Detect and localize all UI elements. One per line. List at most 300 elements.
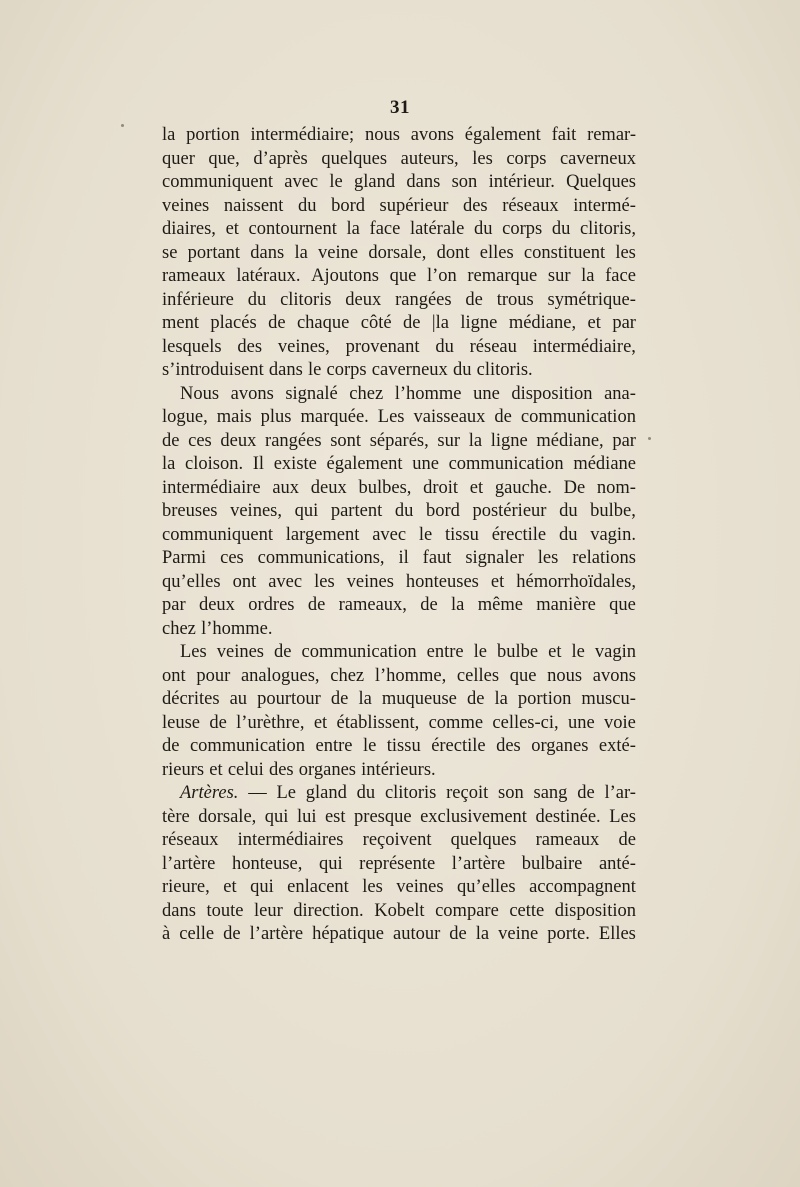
word: toute — [206, 900, 244, 921]
word: corps — [502, 219, 543, 239]
text-line — [162, 336, 636, 360]
text-line — [162, 383, 636, 407]
word: cloison. — [185, 454, 244, 474]
word: se — [162, 242, 178, 263]
word: portant — [187, 242, 241, 263]
word: la — [162, 454, 176, 474]
word: auteurs, — [400, 148, 459, 169]
word: de — [465, 289, 483, 310]
word: chez — [349, 383, 384, 404]
word: établissent, — [336, 712, 420, 733]
word: qui — [264, 806, 289, 827]
word: gland — [354, 172, 396, 192]
text-line — [162, 594, 636, 618]
word: dans — [250, 242, 285, 263]
word: de — [449, 924, 467, 944]
word: communication — [448, 454, 564, 474]
text-line — [162, 900, 636, 924]
word: ligne — [460, 313, 498, 333]
word: quelques — [450, 830, 517, 850]
word: du — [394, 501, 414, 521]
word: de — [223, 924, 241, 944]
word: à — [162, 924, 171, 944]
word: médiane, — [536, 430, 604, 451]
word: bulbe — [496, 642, 539, 662]
word: du — [474, 219, 493, 239]
body-text — [162, 124, 636, 947]
word: Kobelt — [374, 900, 425, 921]
word: les — [314, 571, 335, 592]
text-line — [162, 829, 636, 853]
word: clitoris — [280, 289, 332, 310]
word: ces — [220, 548, 244, 568]
word: s’introduisent — [162, 360, 264, 380]
word: les — [362, 877, 383, 897]
word: hémorrhoïdales, — [516, 571, 636, 592]
word: relations — [572, 548, 636, 568]
word: du — [247, 289, 267, 310]
word: une — [567, 712, 595, 733]
word: communications, — [257, 548, 385, 568]
word: accompagnent — [529, 877, 636, 897]
word: de — [577, 783, 595, 803]
word: rangées — [265, 430, 322, 451]
word: l’on — [426, 266, 457, 286]
text-line — [162, 218, 636, 242]
text-line — [162, 500, 636, 524]
word: diaires, — [162, 219, 216, 239]
word: son — [451, 172, 478, 192]
word: Parmi — [162, 548, 207, 568]
word: intérieur. — [488, 172, 555, 192]
word: que — [609, 595, 636, 615]
text-line — [162, 923, 636, 947]
word: deux — [198, 595, 235, 615]
word: de — [330, 689, 349, 709]
word: intermédiaire — [162, 477, 261, 498]
word: du — [435, 336, 454, 357]
word: est — [324, 806, 346, 827]
word: portion — [517, 689, 572, 709]
word: ces — [188, 430, 212, 451]
word: Artères. — [180, 783, 239, 803]
word: sang — [533, 783, 568, 803]
word: largement — [285, 524, 360, 545]
word: la — [494, 689, 508, 709]
word: vaisseaux — [413, 407, 486, 427]
word: remarque — [467, 266, 538, 286]
word: droit — [423, 477, 459, 498]
word: contournent — [248, 219, 337, 239]
word: dorsale, — [368, 242, 427, 263]
word: et — [490, 571, 505, 592]
word: veine — [498, 924, 539, 944]
word: le — [571, 642, 585, 662]
text-line — [162, 876, 636, 900]
word: la — [475, 924, 490, 944]
word: qu’elles — [457, 877, 516, 897]
word: bulbe, — [590, 501, 636, 521]
text-line — [162, 853, 636, 877]
word: au — [229, 689, 248, 709]
text-line — [162, 665, 636, 689]
word: également — [464, 125, 541, 145]
word: quer — [162, 148, 195, 169]
word: une — [473, 383, 500, 404]
page-number: 31 — [390, 97, 410, 118]
word: analogues, — [240, 665, 320, 686]
word: et — [225, 219, 239, 239]
word: communication — [301, 642, 417, 662]
text-line — [162, 406, 636, 430]
word: de — [494, 407, 512, 427]
word: dont — [436, 242, 470, 263]
word: Elles — [598, 924, 636, 944]
word: elles — [479, 242, 514, 263]
word: l’homme — [394, 383, 462, 404]
word: avec — [372, 524, 407, 545]
word: de — [420, 595, 438, 615]
text-line — [162, 806, 636, 830]
word: nom- — [596, 477, 636, 498]
word: avons — [410, 125, 454, 145]
word: la — [468, 430, 483, 451]
word: rameaux — [535, 830, 600, 850]
word: la — [358, 689, 372, 709]
word: nous — [365, 125, 400, 145]
word: qu’elles — [162, 571, 221, 592]
word: cette — [509, 900, 545, 921]
word: la — [346, 219, 360, 239]
word: constituent — [523, 242, 606, 263]
text-line — [162, 782, 636, 806]
word: séparés, — [369, 430, 429, 451]
word: du — [551, 219, 571, 239]
word: veine — [318, 242, 359, 263]
word: provenant — [345, 336, 420, 357]
word: les — [537, 548, 559, 568]
word: et — [313, 712, 328, 733]
word: autour — [393, 924, 441, 944]
word: destinée. — [535, 806, 601, 827]
word: bulbaire — [521, 853, 583, 874]
word: |la — [431, 313, 449, 333]
word: nous — [547, 665, 583, 686]
word: naissent — [223, 195, 284, 216]
word: dans — [406, 172, 441, 192]
word: Nous — [180, 383, 220, 404]
word: par — [612, 313, 636, 333]
word: sur — [437, 430, 461, 451]
word: deux — [220, 430, 257, 451]
word: le — [308, 360, 322, 380]
word: veines, — [230, 501, 282, 521]
word: avec — [268, 571, 303, 592]
word: direction. — [293, 900, 364, 921]
word: tère — [162, 806, 190, 827]
text-line — [162, 759, 636, 783]
word: entre — [426, 642, 464, 662]
word: réseau — [469, 336, 517, 357]
word: l’artère — [451, 853, 506, 874]
word: ordres — [248, 595, 295, 615]
word: exclusivement — [420, 806, 527, 827]
word: porte. — [547, 924, 590, 944]
word: du — [559, 501, 578, 521]
word: postérieur — [472, 501, 547, 521]
word: latérale — [409, 219, 465, 239]
word: que — [509, 665, 537, 686]
text-line — [162, 124, 636, 148]
word: tissu — [386, 736, 421, 756]
word: qui — [294, 501, 319, 521]
word: intermédiaire; — [250, 125, 355, 145]
word: communication — [520, 407, 636, 427]
word: l’urèthre, — [236, 712, 305, 733]
word: intermé- — [573, 195, 636, 216]
word: disposition — [554, 900, 636, 921]
word: communiquent — [162, 524, 273, 545]
word: latéraux. — [236, 266, 301, 286]
word: médiane — [573, 454, 636, 474]
paper-speck — [121, 124, 124, 127]
word: de — [403, 313, 421, 333]
word: de — [618, 830, 636, 850]
word: des — [268, 759, 294, 780]
word: intérieurs. — [361, 759, 436, 780]
word: enlacent — [287, 877, 349, 897]
text-line — [162, 265, 636, 289]
word: corps — [506, 148, 547, 169]
word: lui — [296, 806, 317, 827]
word: sur — [547, 266, 571, 286]
word: sont — [330, 430, 362, 451]
word: que — [389, 266, 417, 286]
word: reçoit — [446, 783, 489, 803]
word: rangées — [395, 289, 452, 310]
text-line — [162, 148, 636, 172]
text-line — [162, 289, 636, 313]
word: marquée. — [300, 407, 369, 427]
text-line — [162, 171, 636, 195]
word: ana- — [604, 383, 636, 404]
word: logue, — [162, 407, 208, 427]
word: ligne — [490, 430, 528, 451]
word: une — [412, 454, 439, 474]
word: clitoris — [384, 783, 437, 803]
word: gauche. — [494, 477, 552, 498]
word: organes — [298, 759, 356, 780]
word: Le — [276, 783, 296, 803]
word: portion — [186, 125, 240, 145]
word: signaler — [465, 548, 524, 568]
word: inférieure — [162, 289, 234, 310]
word: et — [223, 877, 237, 897]
word: voie — [604, 712, 636, 733]
word: comme — [428, 712, 484, 733]
word: l’artère — [162, 853, 216, 874]
word: symétrique- — [547, 289, 636, 310]
word: du — [298, 195, 317, 216]
word: de — [466, 689, 485, 709]
word: face — [369, 219, 401, 239]
word: il — [398, 548, 409, 568]
word: fait — [551, 125, 577, 145]
text-line — [162, 430, 636, 454]
word: même — [477, 595, 523, 615]
word: les — [472, 148, 493, 169]
word: par — [612, 430, 636, 451]
word: et — [548, 642, 562, 662]
word: anté- — [598, 853, 636, 874]
word: la — [162, 125, 176, 145]
word: rameaux — [162, 266, 226, 286]
word: clitoris, — [579, 219, 636, 239]
text-line — [162, 547, 636, 571]
word: celles — [456, 665, 500, 686]
word: réseaux — [502, 195, 559, 216]
word: médiane, — [508, 313, 577, 333]
word: l’homme. — [201, 618, 273, 639]
word: lesquels — [162, 336, 222, 357]
word: le — [418, 524, 433, 545]
word: veines, — [277, 336, 330, 357]
word: le — [473, 642, 487, 662]
word: veines — [396, 877, 444, 897]
word: gland — [305, 783, 347, 803]
text-line — [162, 571, 636, 595]
text-line — [162, 242, 636, 266]
word: ment — [162, 313, 199, 333]
word: remar- — [587, 125, 636, 145]
word: caverneux — [559, 148, 636, 169]
word: dans — [162, 900, 196, 921]
word: dans — [268, 360, 303, 380]
text-line — [162, 453, 636, 477]
word: — — [248, 783, 267, 803]
text-line — [162, 688, 636, 712]
word: pour — [196, 665, 231, 686]
word: veines — [162, 195, 210, 216]
word: celui — [227, 759, 264, 780]
word: faut — [422, 548, 452, 568]
word: mais — [216, 407, 252, 427]
word: avons — [230, 383, 274, 404]
word: veines — [346, 571, 394, 592]
word: et — [587, 313, 601, 333]
word: chez — [162, 618, 196, 639]
word: le — [362, 736, 377, 756]
text-line — [162, 195, 636, 219]
word: existe — [273, 454, 317, 474]
word: leuse — [162, 712, 201, 733]
word: partent — [330, 501, 383, 521]
word: qui — [318, 853, 343, 874]
word: la — [581, 266, 595, 286]
word: érectile — [491, 524, 547, 545]
word: celle — [179, 924, 215, 944]
word: placés — [210, 313, 257, 333]
word: leur — [253, 900, 283, 921]
word: Il — [252, 454, 265, 474]
word: vagin. — [590, 524, 636, 545]
text-line — [162, 712, 636, 736]
word: hépatique — [312, 924, 384, 944]
word: intermédiaires — [237, 830, 344, 850]
word: Les — [609, 806, 636, 827]
word: de — [209, 712, 227, 733]
word: aux — [272, 477, 300, 498]
word: muqueuse — [381, 689, 457, 709]
word: du — [452, 360, 472, 380]
text-line — [162, 641, 636, 665]
word: d’après — [253, 148, 308, 169]
word: décrites — [162, 689, 220, 709]
word: veines — [216, 642, 264, 662]
word: intermédiaire, — [532, 336, 636, 357]
word: muscu- — [581, 689, 636, 709]
word: supérieur — [379, 195, 449, 216]
word: réseaux — [162, 830, 219, 850]
text-line — [162, 524, 636, 548]
word: des — [496, 736, 521, 756]
word: compare — [435, 900, 499, 921]
word: trous — [496, 289, 534, 310]
word: bord — [425, 501, 460, 521]
word: deux — [310, 477, 347, 498]
word: et — [209, 759, 223, 780]
text-line — [162, 359, 636, 383]
word: que, — [208, 148, 240, 169]
word: vagin — [594, 642, 636, 662]
word: rieure, — [162, 877, 210, 897]
word: l’homme, — [374, 665, 447, 686]
paper-speck — [648, 437, 651, 440]
word: breuses — [162, 501, 218, 521]
word: côté — [360, 313, 392, 333]
word: qui — [250, 877, 274, 897]
word: tissu — [445, 524, 479, 545]
word: chaque — [296, 313, 350, 333]
word: bulbes, — [358, 477, 412, 498]
word: du — [356, 783, 376, 803]
word: le — [329, 172, 343, 192]
word: avec — [284, 172, 319, 192]
word: la — [294, 242, 308, 263]
word: érectile — [431, 736, 486, 756]
word: Les — [377, 407, 405, 427]
word: représente — [359, 853, 436, 874]
word: de — [268, 313, 286, 333]
word: disposition — [511, 383, 593, 404]
word: l’ar- — [604, 783, 636, 803]
word: quelques — [321, 148, 388, 169]
word: De — [563, 477, 586, 498]
word: ont — [162, 665, 186, 686]
word: celles-ci, — [492, 712, 559, 733]
word: exté- — [598, 736, 636, 756]
word: honteuses — [405, 571, 479, 592]
word: signalé — [285, 383, 338, 404]
word: ont — [232, 571, 257, 592]
word: dorsale, — [198, 806, 257, 827]
text-line — [162, 477, 636, 501]
word: de — [274, 642, 292, 662]
word: l’artère — [249, 924, 304, 944]
word: son — [498, 783, 524, 803]
word: chez — [330, 665, 365, 686]
word: Les — [180, 642, 207, 662]
